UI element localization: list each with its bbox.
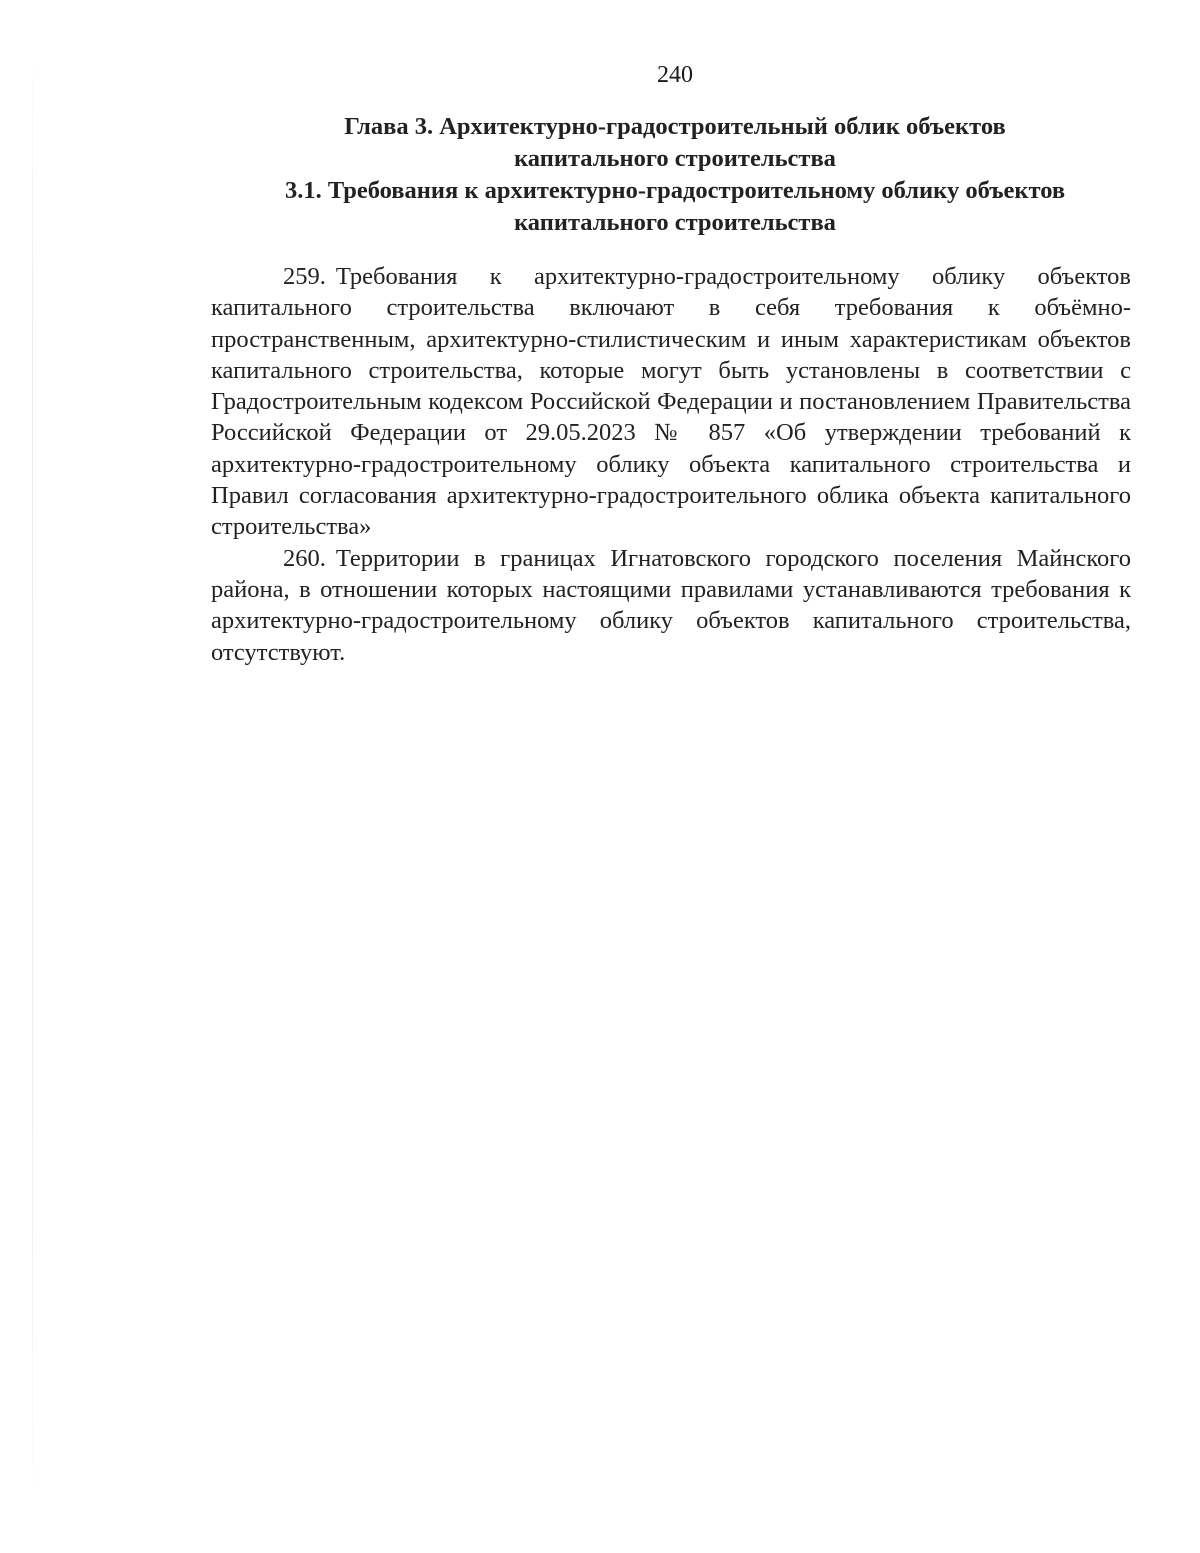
body-text bbox=[211, 261, 1131, 668]
scan-edge-line bbox=[32, 40, 33, 1520]
section-heading-line: капитального строительства bbox=[514, 209, 836, 236]
paragraph-number: 259. bbox=[283, 263, 326, 290]
paragraph bbox=[211, 261, 1131, 543]
chapter-heading bbox=[200, 111, 1150, 175]
section-heading bbox=[200, 175, 1150, 239]
page-number: 240 bbox=[657, 62, 693, 88]
chapter-heading-line: капитального строительства bbox=[514, 145, 836, 172]
paragraph-text: Территории в границах Игнатовского городского поселения Майнского района, в отношении которых настоящими правилами устанавливаются требования к архитектурно-градостроительному облику объектов капитального строительства, отсутствуют. bbox=[211, 544, 1131, 666]
paragraph-number: 260. bbox=[283, 544, 326, 572]
chapter-heading-line: Глава 3. Архитектурно-градостроительный облик объектов bbox=[344, 113, 1006, 140]
section-heading-line: 3.1. Требования к архитектурно-градостроительному облику объектов bbox=[284, 177, 1066, 204]
paragraph-text: Требования к архитектурно-градостроительному облику объектов капитального строительства включают в себя требования к объёмно-пространственным, архитектурно-стилистическим и иным характеристикам объектов капитального строительства, которые могут быть установлены в соответствии с Градостроительным кодексом Российской Федерации и постановлением Правительства Российской Федерации от 29.05.2023 № 857 «Об утверждении требований к архитектурно-градостроительному облику объекта капитального строительства и Правил согласования архитектурно-градостроительного облика объекта капитального строительства» bbox=[211, 263, 1131, 541]
paragraph bbox=[211, 543, 1131, 668]
